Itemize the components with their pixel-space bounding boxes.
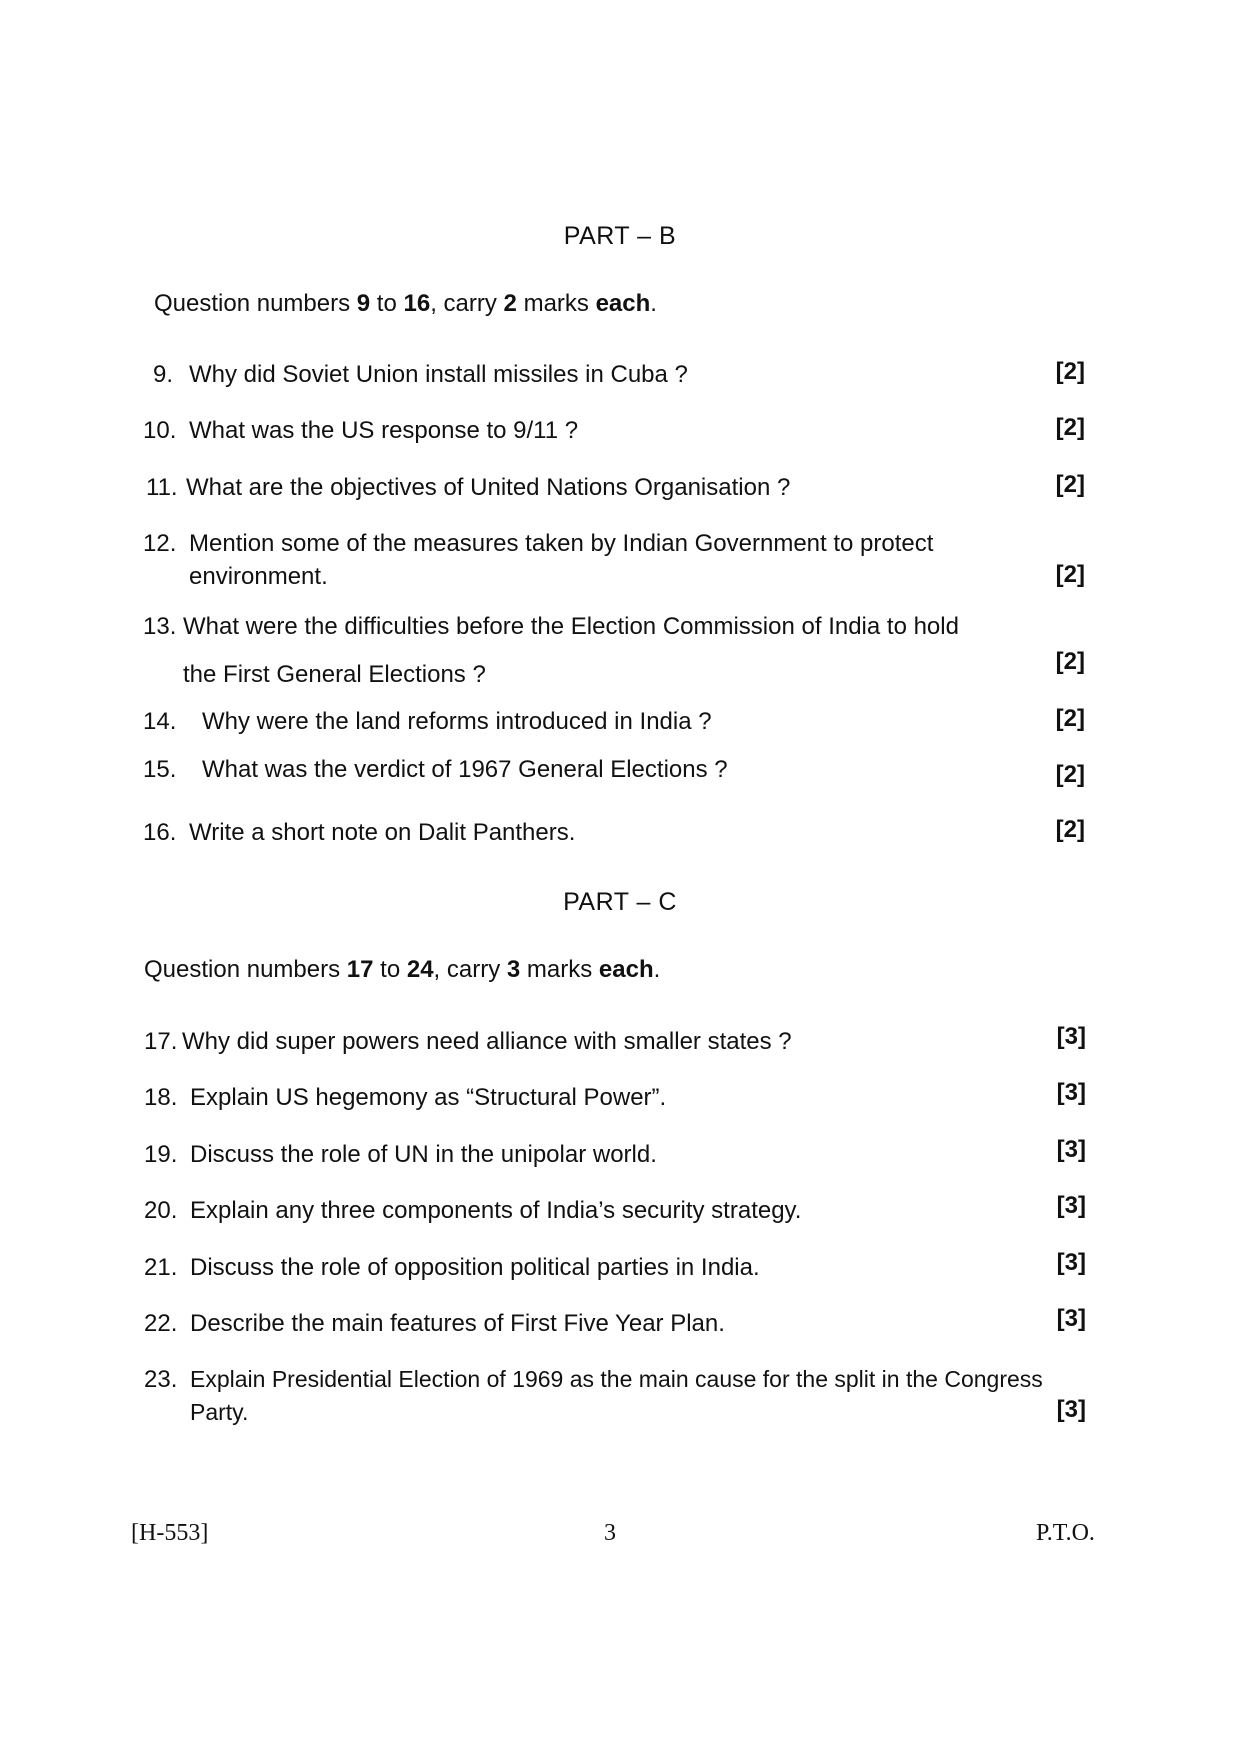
- part-b-instruction: Question numbers 9 to 16, carry 2 marks each.: [154, 290, 657, 317]
- question-20: 20. Explain any three components of India’s security strategy.: [144, 1197, 802, 1224]
- question-18: 18. Explain US hegemony as “Structural Power”.: [144, 1084, 667, 1111]
- question-10: 10. What was the US response to 9/11 ?: [143, 417, 579, 444]
- paper-code: [H-553]: [131, 1520, 209, 1546]
- question-9: 9. Why did Soviet Union install missiles in Cuba ?: [153, 361, 688, 388]
- part-c-instruction: Question numbers 17 to 24, carry 3 marks each.: [144, 956, 661, 983]
- page-number: 3: [604, 1520, 616, 1546]
- question-17-marks: [3]: [1056, 1023, 1086, 1050]
- question-17: 17. Why did super powers need alliance with smaller states ?: [144, 1028, 792, 1055]
- part-c-heading: PART – C: [563, 888, 677, 916]
- question-21-marks: [3]: [1056, 1249, 1086, 1276]
- question-22: 22. Describe the main features of First Five Year Plan.: [144, 1310, 725, 1337]
- question-23-marks: [3]: [1056, 1396, 1086, 1423]
- question-21: 21. Discuss the role of opposition political parties in India.: [144, 1254, 760, 1281]
- question-22-marks: [3]: [1056, 1305, 1086, 1332]
- part-b-heading: PART – B: [563, 222, 677, 250]
- question-16: 16. Write a short note on Dalit Panthers.: [143, 819, 576, 846]
- please-turn-over: P.T.O.: [1036, 1520, 1095, 1546]
- question-16-marks: [2]: [1055, 816, 1085, 843]
- question-11: 11. What are the objectives of United Nations Organisation ?: [146, 474, 791, 501]
- question-13-marks: [2]: [1055, 648, 1085, 675]
- question-19-marks: [3]: [1056, 1136, 1086, 1163]
- question-11-marks: [2]: [1055, 471, 1085, 498]
- question-15-marks: [2]: [1055, 761, 1085, 788]
- question-14-marks: [2]: [1055, 705, 1085, 732]
- question-15: 15. What was the verdict of 1967 General Elections ?: [143, 756, 728, 783]
- question-12: 12. Mention some of the measures taken by Indian Government to protect environment.: [143, 530, 934, 590]
- question-19: 19. Discuss the role of UN in the unipolar world.: [144, 1141, 657, 1168]
- question-20-marks: [3]: [1056, 1192, 1086, 1219]
- question-18-marks: [3]: [1056, 1079, 1086, 1106]
- question-9-marks: [2]: [1055, 358, 1085, 385]
- question-13: 13. What were the difficulties before the Election Commission of India to hold the First General Elections ?: [143, 613, 959, 688]
- question-23: 23. Explain Presidential Election of 1969 as the main cause for the split in the Congress Party.: [144, 1366, 1043, 1425]
- question-10-marks: [2]: [1055, 414, 1085, 441]
- question-12-marks: [2]: [1055, 561, 1085, 588]
- question-14: 14. Why were the land reforms introduced in India ?: [143, 708, 712, 735]
